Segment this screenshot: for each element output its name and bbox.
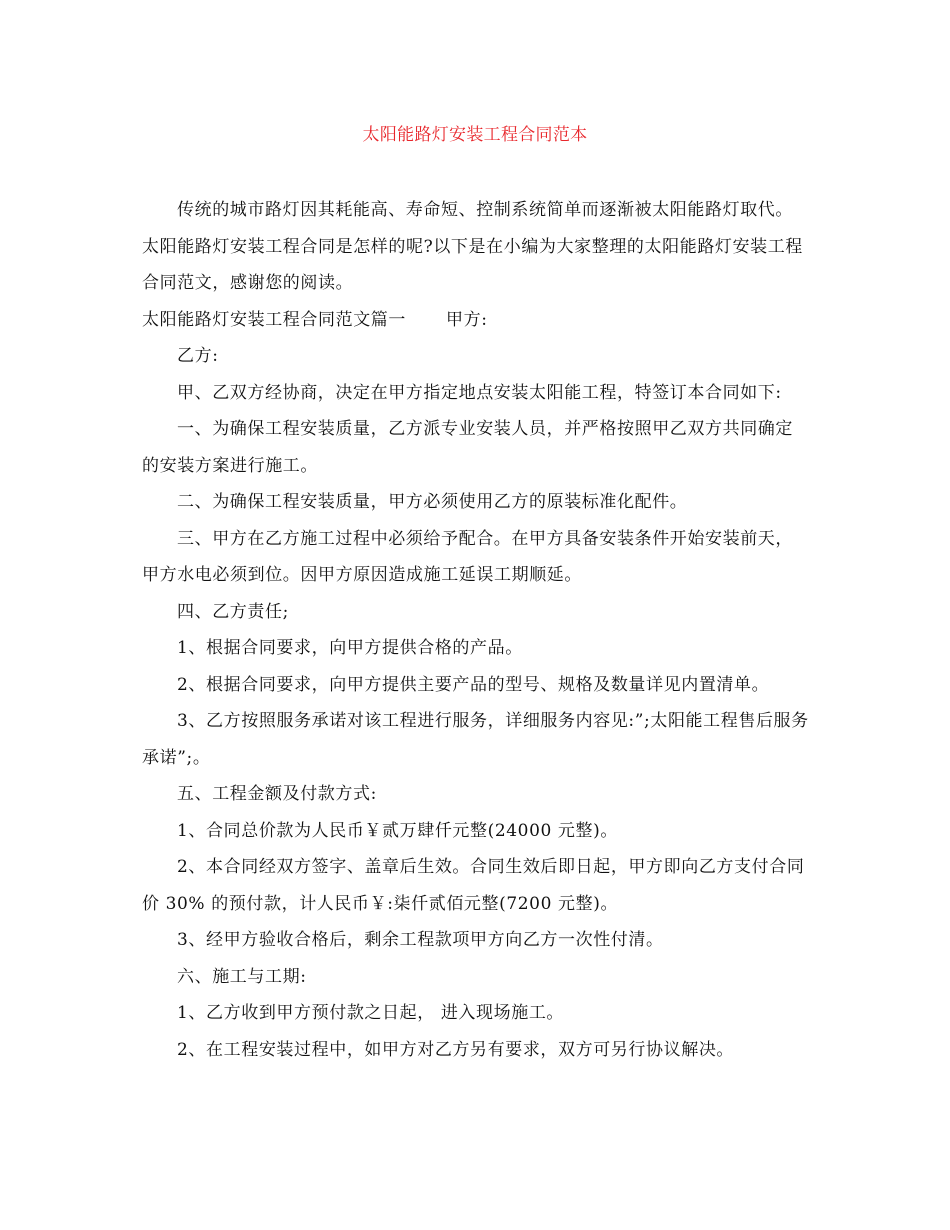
section-heading-line	[142, 302, 810, 339]
clause-2: 二、为确保工程安装质量，甲方必须使用乙方的原装标准化配件。	[177, 492, 688, 512]
section-heading: 太阳能路灯安装工程合同范文篇一	[142, 309, 406, 330]
document-body	[142, 192, 810, 1068]
clause-4-item-3: 3、乙方按照服务承诺对该工程进行服务，详细服务内容见:”;太阳能工程售后服务承诺”;。	[142, 711, 809, 768]
party-a-label: 甲方:	[446, 309, 488, 330]
clause-3: 三、甲方在乙方施工过程中必须给予配合。在甲方具备安装条件开始安装前天，甲方水电必须到位。因甲方原因造成施工延误工期顺延。	[142, 528, 793, 585]
clause-5-item-3: 3、经甲方验收合格后，剩余工程款项甲方向乙方一次性付清。	[177, 930, 664, 950]
clause-6-item-1: 1、乙方收到甲方预付款之日起， 进入现场施工。	[177, 1003, 565, 1023]
clause-4-item-2: 2、根据合同要求，向甲方提供主要产品的型号、规格及数量详见内置清单。	[177, 674, 770, 695]
clause-6-item-2: 2、在工程安装过程中，如甲方对乙方另有要求，双方可另行协议解决。	[177, 1039, 735, 1060]
preamble-paragraph: 甲、乙双方经协商，决定在甲方指定地点安装太阳能工程，特签订本合同如下:	[177, 382, 782, 403]
clause-6-heading: 六、施工与工期:	[177, 966, 307, 987]
clause-4-heading: 四、乙方责任;	[177, 601, 289, 622]
document-title: 太阳能路灯安装工程合同范本	[362, 125, 588, 145]
intro-paragraph: 传统的城市路灯因其耗能高、寿命短、控制系统简单而逐渐被太阳能路灯取代。太阳能路灯安装工程合同是怎样的呢?以下是在小编为大家整理的太阳能路灯安装工程合同范文，感谢您的阅读。	[142, 200, 803, 293]
clause-5-item-2: 2、本合同经双方签字、盖章后生效。合同生效后即日起，甲方即向乙方支付合同价 30% 的预付款，计人民币￥:柒仟贰佰元整(7200 元整)。	[142, 857, 805, 914]
clause-4-item-1: 1、根据合同要求，向甲方提供合格的产品。	[177, 638, 523, 658]
clause-1: 一、为确保工程安装质量，乙方派专业安装人员，并严格按照甲乙双方共同确定的安装方案进行施工。	[142, 419, 793, 476]
clause-5-item-1: 1、合同总价款为人民币￥贰万肆仟元整(24000 元整)。	[177, 820, 618, 841]
clause-5-heading: 五、工程金额及付款方式:	[177, 784, 377, 804]
party-b-label: 乙方:	[177, 346, 219, 366]
